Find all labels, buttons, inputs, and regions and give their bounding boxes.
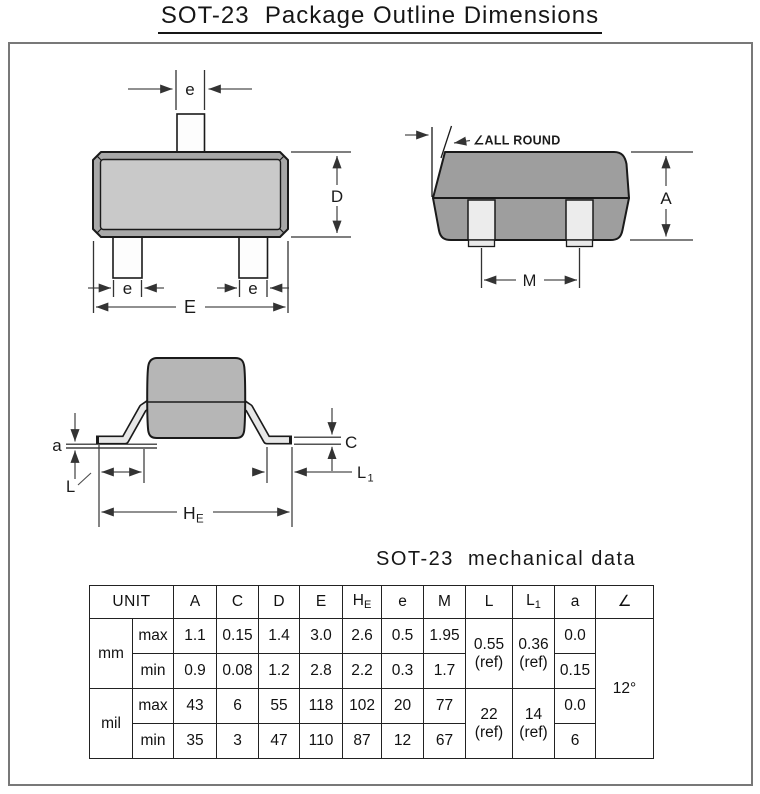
cell-mm-max-e: 0.5 — [382, 619, 424, 654]
front-view-body-top — [433, 152, 629, 198]
cell-mil-L1: 14 (ref) — [513, 689, 555, 759]
seating-plane-lines — [66, 444, 157, 448]
cell-mm-L: 0.55 (ref) — [466, 619, 513, 689]
cell-mil-min-HE: 87 — [343, 724, 382, 759]
dim-label-L: L — [66, 478, 76, 496]
mechanical-data-table — [89, 585, 654, 759]
cell-mil-max-a: 0.0 — [555, 689, 596, 724]
row-mil-max — [90, 689, 654, 724]
lead-left — [99, 401, 154, 440]
cell-mil-max-HE: 102 — [343, 689, 382, 724]
cell-mil-max-M: 77 — [424, 689, 466, 724]
cell-mm-max-A: 1.1 — [174, 619, 217, 654]
dim-label-e-left: e — [122, 279, 133, 298]
dim-e-bottom — [88, 280, 289, 297]
cell-mil-max-E: 118 — [300, 689, 343, 724]
profile-view-diagram — [52, 358, 373, 527]
cell-mm-min-HE: 2.2 — [343, 654, 382, 689]
dim-label-E: E — [183, 297, 197, 317]
cell-mm-min-D: 1.2 — [259, 654, 300, 689]
cell-mil-max-label: max — [133, 689, 174, 724]
table-heading: SOT-23 mechanical data — [376, 548, 637, 570]
cell-mil-min-D: 47 — [259, 724, 300, 759]
cell-mm-L1: 0.36 (ref) — [513, 619, 555, 689]
header-E: E — [300, 586, 343, 619]
cell-mil-max-C: 6 — [217, 689, 259, 724]
cell-mm-max-D: 1.4 — [259, 619, 300, 654]
cell-mm-min-label: min — [133, 654, 174, 689]
cell-mil-min-A: 35 — [174, 724, 217, 759]
cell-mil-max-A: 43 — [174, 689, 217, 724]
cell-mil-min-a: 6 — [555, 724, 596, 759]
cell-mil-min-label: min — [133, 724, 174, 759]
header-A: A — [174, 586, 217, 619]
dim-L — [78, 472, 142, 485]
cell-mm-min-E: 2.8 — [300, 654, 343, 689]
dim-label-L1-sub: 1 — [367, 472, 374, 485]
dim-label-e-right: e — [248, 279, 258, 298]
cell-mm-max-E: 3.0 — [300, 619, 343, 654]
cell-unit-mil: mil — [90, 689, 133, 759]
cell-mm-min-a: 0.15 — [555, 654, 596, 689]
header-angle: ∠ — [596, 586, 654, 619]
cell-mm-min-M: 1.7 — [424, 654, 466, 689]
header-HE: $H_E$ — [343, 586, 382, 619]
cell-mil-min-C: 3 — [217, 724, 259, 759]
table-header-row — [90, 586, 654, 619]
front-view-diagram — [405, 126, 693, 290]
front-view-pin-right — [566, 200, 593, 240]
top-view-body-inner — [101, 160, 281, 230]
cell-mil-max-e: 20 — [382, 689, 424, 724]
top-view-pin-bottom-right — [239, 236, 268, 278]
page-title-text: SOT-23 Package Outline Dimensions — [158, 2, 602, 34]
front-view-pin-right-foot — [567, 240, 593, 247]
dim-label-HE: H — [183, 503, 196, 523]
header-L1: $L_1$ — [513, 586, 555, 619]
header-D: D — [259, 586, 300, 619]
cell-unit-mm: mm — [90, 619, 133, 689]
cell-mm-max-C: 0.15 — [217, 619, 259, 654]
cell-angle-value: 12° — [596, 619, 654, 759]
front-view-pin-left — [468, 200, 495, 240]
front-view-body-bottom — [433, 198, 629, 240]
cell-mm-max-HE: 2.6 — [343, 619, 382, 654]
header-unit: UNIT — [90, 586, 174, 619]
row-mm-max — [90, 619, 654, 654]
cell-mm-min-C: 0.08 — [217, 654, 259, 689]
cell-mil-L: 22 (ref) — [466, 689, 513, 759]
top-view-diagram — [88, 70, 351, 317]
cell-mm-min-e: 0.3 — [382, 654, 424, 689]
c-reference-lines — [294, 437, 341, 444]
profile-body — [147, 358, 245, 438]
dim-label-HE-sub: E — [196, 513, 204, 526]
top-view-pin-top — [177, 114, 205, 154]
top-view-pin-bottom-left — [113, 236, 142, 278]
all-round-label: ∠ALL ROUND — [473, 133, 561, 148]
cell-mil-min-M: 67 — [424, 724, 466, 759]
cell-mil-min-E: 110 — [300, 724, 343, 759]
cell-mm-min-A: 0.9 — [174, 654, 217, 689]
dim-label-A: A — [660, 189, 672, 208]
cell-mil-min-e: 12 — [382, 724, 424, 759]
cell-mm-max-label: max — [133, 619, 174, 654]
dim-label-a: a — [52, 436, 62, 455]
front-view-pin-left-foot — [469, 240, 495, 247]
dim-label-L1: L — [357, 464, 367, 482]
header-e: e — [382, 586, 424, 619]
cell-mil-max-D: 55 — [259, 689, 300, 724]
row-mil-min — [90, 724, 654, 759]
dim-label-D: D — [330, 187, 344, 206]
header-M: M — [424, 586, 466, 619]
cell-mm-max-a: 0.0 — [555, 619, 596, 654]
cell-mm-max-M: 1.95 — [424, 619, 466, 654]
row-mm-min — [90, 654, 654, 689]
dim-label-C: C — [345, 433, 358, 452]
header-L: L — [466, 586, 513, 619]
dim-label-e-top: e — [185, 80, 195, 99]
header-a: a — [555, 586, 596, 619]
dim-label-M: M — [522, 272, 537, 290]
header-C: C — [217, 586, 259, 619]
